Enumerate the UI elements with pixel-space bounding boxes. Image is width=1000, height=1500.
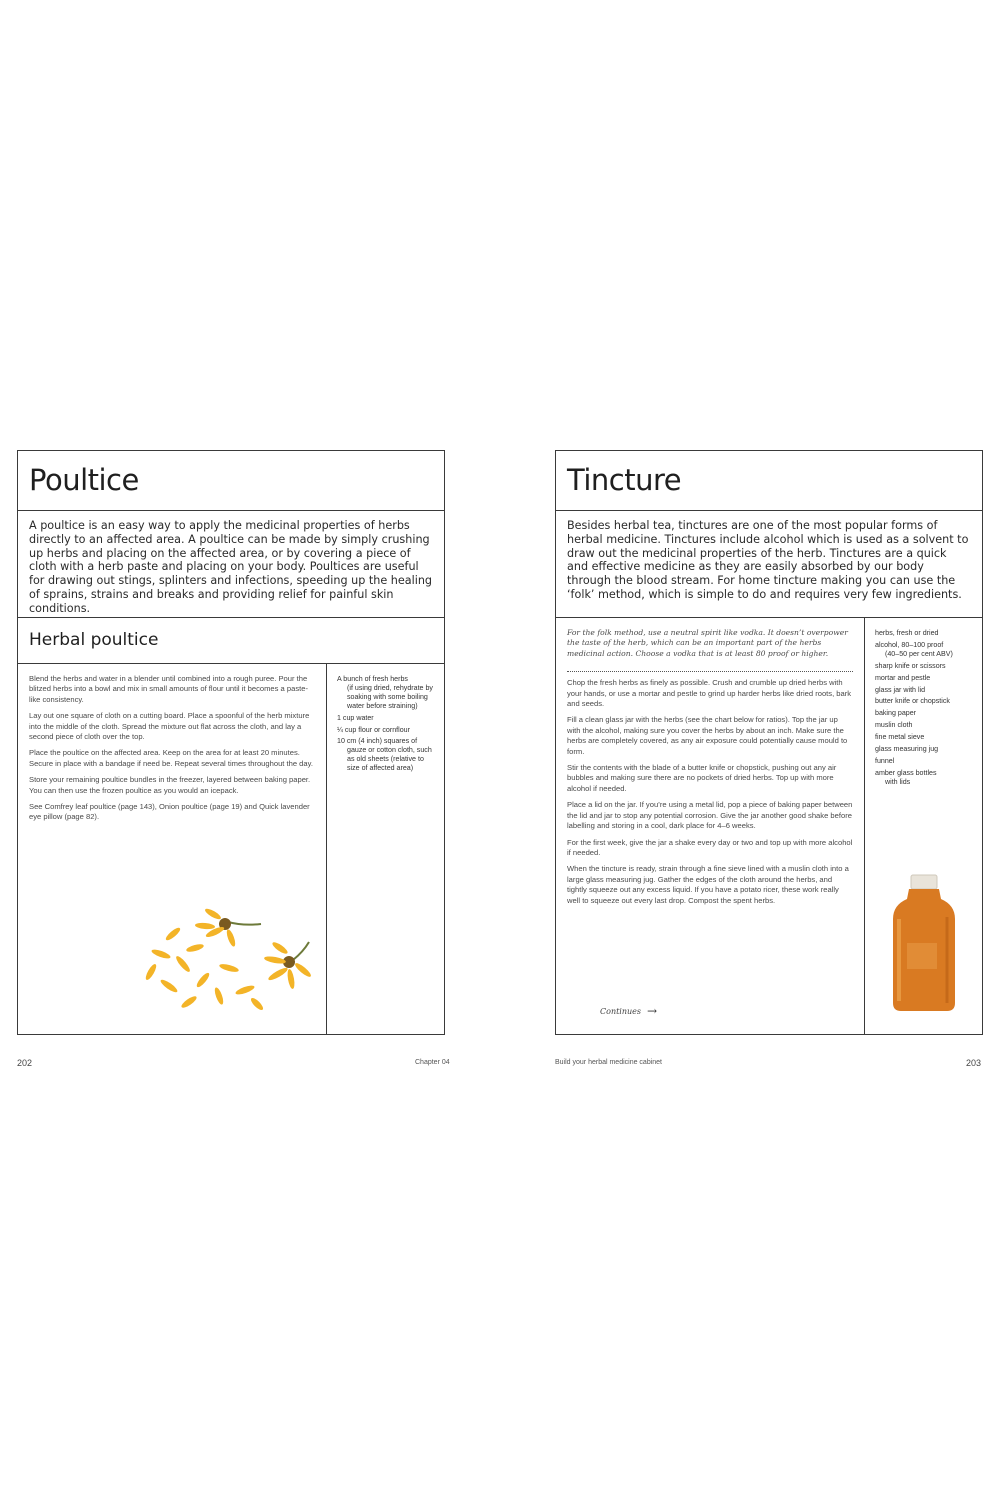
ingredient-item: glass measuring jug <box>875 745 939 754</box>
intro-text: Besides herbal tea, tinctures are one of the most popular forms of herbal medicine. Tinctures include alcohol which is used as a solvent to draw out the medicinal properties of the herb. Tinctures are a quick and effective medicine as they are easily absorbed by our body through the blood stream. For home tincture making you can use the ‘folk’ method, which is simple to do and requires very few ingredients. <box>556 511 982 618</box>
continues-link[interactable] <box>600 1004 657 1018</box>
arrow-right-icon: → <box>647 1004 658 1018</box>
ingredients-column <box>327 664 444 1034</box>
ingredient-item: alcohol, 80–100 proof (40–50 per cent ABV) <box>875 640 953 658</box>
ingredient-item: sharp knife or scissors <box>875 661 946 670</box>
ingredient-item: butter knife or chopstick <box>875 697 950 706</box>
method-column <box>556 618 865 1034</box>
ingredient-item: 1 cup water <box>337 713 374 722</box>
folk-method-note: For the folk method, use a neutral spirit like vodka. It doesn’t overpower the taste of the herb, which can be an important part of the herbs medicinal action. Choose a vodka that is at least 80 proof or higher. <box>567 628 853 672</box>
title-box <box>18 451 444 511</box>
ingredient-item: 10 cm (4 inch) squares of gauze or cotton cloth, such as old sheets (relative to size of affected area) <box>337 737 432 773</box>
ingredient-item: baking paper <box>875 709 917 718</box>
ingredient-item: fine metal sieve <box>875 733 925 742</box>
method-paragraph: When the tincture is ready, strain through a fine sieve lined with a muslin cloth into a large glass measuring jug. Gather the edges of the cloth around the herbs, and tightly squeeze out any excess liquid. If you have a potato ricer, these work really well to squeeze out every last drop. Compost the spent herbs. <box>567 864 849 905</box>
continues-label: Continues <box>600 1006 642 1016</box>
ingredient-item: glass jar with lid <box>875 685 926 694</box>
intro-text: A poultice is an easy way to apply the medicinal properties of herbs directly to an affected area. A poultice can be made by simply crushing up herbs and placing on the affected area, or by covering a piece of cloth with a herb paste and placing on your body. Poultices are useful for drawing out stings, splinters and infections, speeding up the healing of sprains, strains and breaks and providing relief for painful skin conditions. <box>18 511 444 618</box>
page-title: Tincture <box>567 463 682 497</box>
content-columns <box>18 664 444 1034</box>
method-paragraph: Place a lid on the jar. If you’re using a metal lid, pop a piece of baking paper between the lid and jar to stop any potential corrosion. Give the jar another good shake before labelling and storing in a cool, dark place for 4–6 weeks. <box>567 800 853 831</box>
ingredient-item: mortar and pestle <box>875 673 931 682</box>
flower-illustration <box>133 904 323 1024</box>
method-paragraph: See Comfrey leaf poultice (page 143), Onion poultice (page 19) and Quick lavender eye pillow (page 82). <box>29 802 310 822</box>
content-columns <box>556 618 982 1034</box>
method-paragraph: Chop the fresh herbs as finely as possible. Crush and crumble up dried herbs with your hands, or use a mortar and pestle to grind up harder herbs like dried roots, bark and seeds. <box>567 678 852 709</box>
ingredients-list <box>337 675 434 773</box>
page-number: 202 <box>17 1058 33 1068</box>
amber-bottle-illustration <box>889 873 959 1013</box>
ingredients-column <box>865 618 982 1034</box>
ingredient-item: funnel <box>875 756 895 765</box>
page-title: Poultice <box>29 463 139 497</box>
method-column <box>18 664 327 1034</box>
title-box <box>556 451 982 511</box>
method-paragraph: Lay out one square of cloth on a cutting board. Place a spoonful of the herb mixture into the middle of the cloth. Spread the mixture out flat across the cloth, and lay a second piece of cloth over the top. <box>29 711 310 742</box>
ingredient-item: amber glass bottles with lids <box>875 768 937 786</box>
ingredient-item: ¼ cup flour or cornflour <box>337 725 410 734</box>
chapter-footer: Chapter 04 <box>415 1059 450 1066</box>
subtitle-box <box>18 618 444 664</box>
method-paragraph: Fill a clean glass jar with the herbs (see the chart below for ratios). Top the jar up with the alcohol, making sure you cover the herbs by about an inch. Make sure the herbs are completely covered, as any air exposure could potentially cause mould to form. <box>567 715 848 756</box>
left-page <box>17 450 445 1035</box>
method-paragraph: Blend the herbs and water in a blender until combined into a rough puree. Pour the blitzed herbs into a bowl and mix in small amounts of flour until it becomes a paste-like consistency. <box>29 674 308 704</box>
method-paragraph: For the first week, give the jar a shake every day or two and top up with more alcohol if needed. <box>567 837 853 857</box>
ingredient-item: muslin cloth <box>875 721 913 730</box>
ingredient-item: herbs, fresh or dried <box>875 629 939 637</box>
book-footer: Build your herbal medicine cabinet <box>555 1059 663 1066</box>
right-page <box>555 450 983 1035</box>
ingredients-list <box>875 629 972 787</box>
section-subtitle: Herbal poultice <box>29 630 159 650</box>
method-paragraph: Place the poultice on the affected area. Keep on the area for at least 20 minutes. Secure in place with a bandage if need be. Repeat several times throughout the day. <box>29 748 313 768</box>
method-paragraph: Stir the contents with the blade of a butter knife or chopstick, pushing out any air bubbles and making sure there are no pockets of dried herbs. Top up with more alcohol if needed. <box>567 763 837 793</box>
ingredient-item: A bunch of fresh herbs (if using dried, rehydrate by soaking with some boiling water before straining) <box>337 675 433 710</box>
page-number: 203 <box>966 1058 982 1068</box>
method-paragraph: Store your remaining poultice bundles in the freezer, layered between baking paper. You can then use the frozen poultice as you would an icepack. <box>29 775 311 795</box>
